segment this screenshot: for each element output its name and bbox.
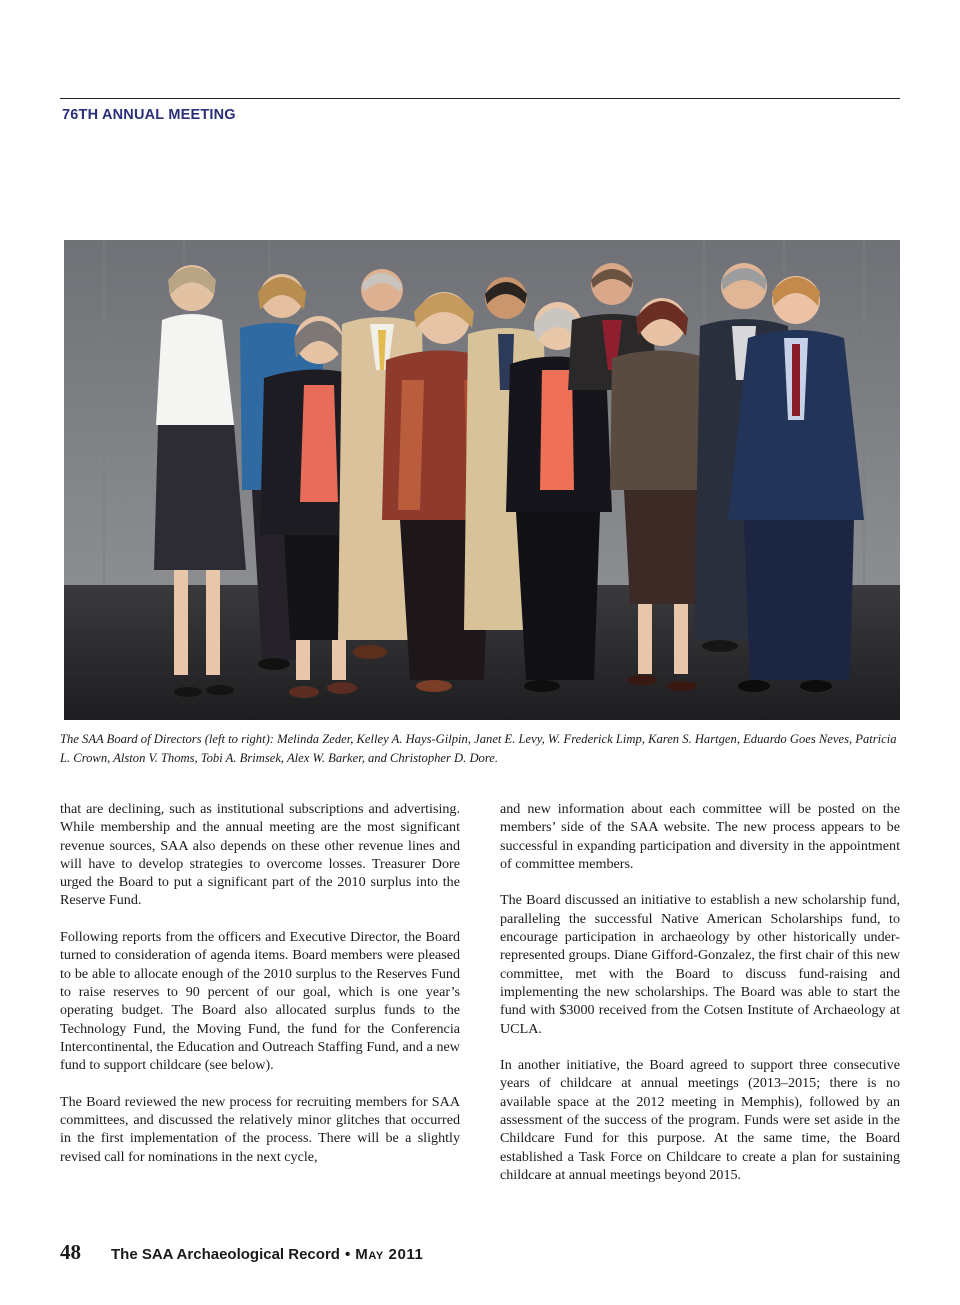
body-paragraph: The Board reviewed the new process for recruiting members for SAA committees, and discussed the relatively minor glitches that occurred in the first implementation of the process. There will be a slightly revised call for nominations in the next cycle, — [60, 1093, 460, 1165]
person-figure — [728, 276, 864, 692]
header-rule — [60, 98, 900, 99]
issue-date: May 2011 — [355, 1246, 424, 1263]
photo-caption: The SAA Board of Directors (left to right): Melinda Zeder, Kelley A. Hays-Gilpin, Janet E. Levy, W. Frederick Limp, Karen S. Hartgen, Eduardo Goes Neves, Patricia L. Crown, Alston V. Thoms, Tobi A. Brimsek, Alex W. Barker, and Christopher D. Dore. — [60, 732, 897, 765]
page-number: 48 — [60, 1240, 81, 1264]
left-column — [60, 800, 460, 1184]
footer-bullet: • — [344, 1246, 351, 1263]
body-paragraph: Following reports from the officers and Executive Director, the Board turned to consideration of agenda items. Board members were pleased to be able to allocate enough of the 2010 surplus to the Reserves Fund to raise reserves to 90 percent of our goal, which is one year’s operating budget. The Board also allocated surplus funds to the Technology Fund, the Moving Fund, the fund for the Conferencia Intercontinental, the Education and Outreach Staffing Fund, and a new fund to support childcare (see below). — [60, 929, 460, 1074]
body-paragraph: that are declining, such as institutional subscriptions and advertising. While membership and the annual meeting are the most significant revenue sources, SAA also depends on these other revenue lines and will have to develop strategies to overcome losses. Treasurer Dore urged the Board to put a significant part of the 2010 surplus into the Reserve Fund. — [60, 801, 460, 909]
board-group-photo — [64, 240, 900, 720]
journal-title: The SAA Archaeological Record — [111, 1246, 340, 1263]
right-column — [500, 800, 900, 1203]
body-paragraph: In another initiative, the Board agreed to support three consecutive years of childcare at annual meetings (2013–2015; there is no available space at the 2012 meeting in Memphis), followed by an assessment of the success of the program. Funds were set aside in the Childcare Fund for this purpose. At the same time, the Board established a Task Force on Childcare to create a plan for sustaining childcare at annual meetings beyond 2015. — [500, 1057, 900, 1183]
body-paragraph: The Board discussed an initiative to establish a new scholarship fund, paralleling the successful Native American Scholarships fund, to encourage participation in archaeology by other historically under-represented groups. Diane Gifford-Gonzalez, the first chair of this new committee, met with the Board to discuss fund-raising and implementing the new scholarships. The Board was able to start the fund with $3000 received from the Cotsen Institute of Archaeology at UCLA. — [500, 892, 900, 1037]
page-footer — [60, 1240, 424, 1268]
body-paragraph: and new information about each committee will be posted on the members’ side of the SAA website. The new process appears to be successful in expanding participation and diversity in the appointment of committee members. — [500, 801, 900, 872]
section-label: 76TH ANNUAL MEETING — [62, 107, 236, 123]
